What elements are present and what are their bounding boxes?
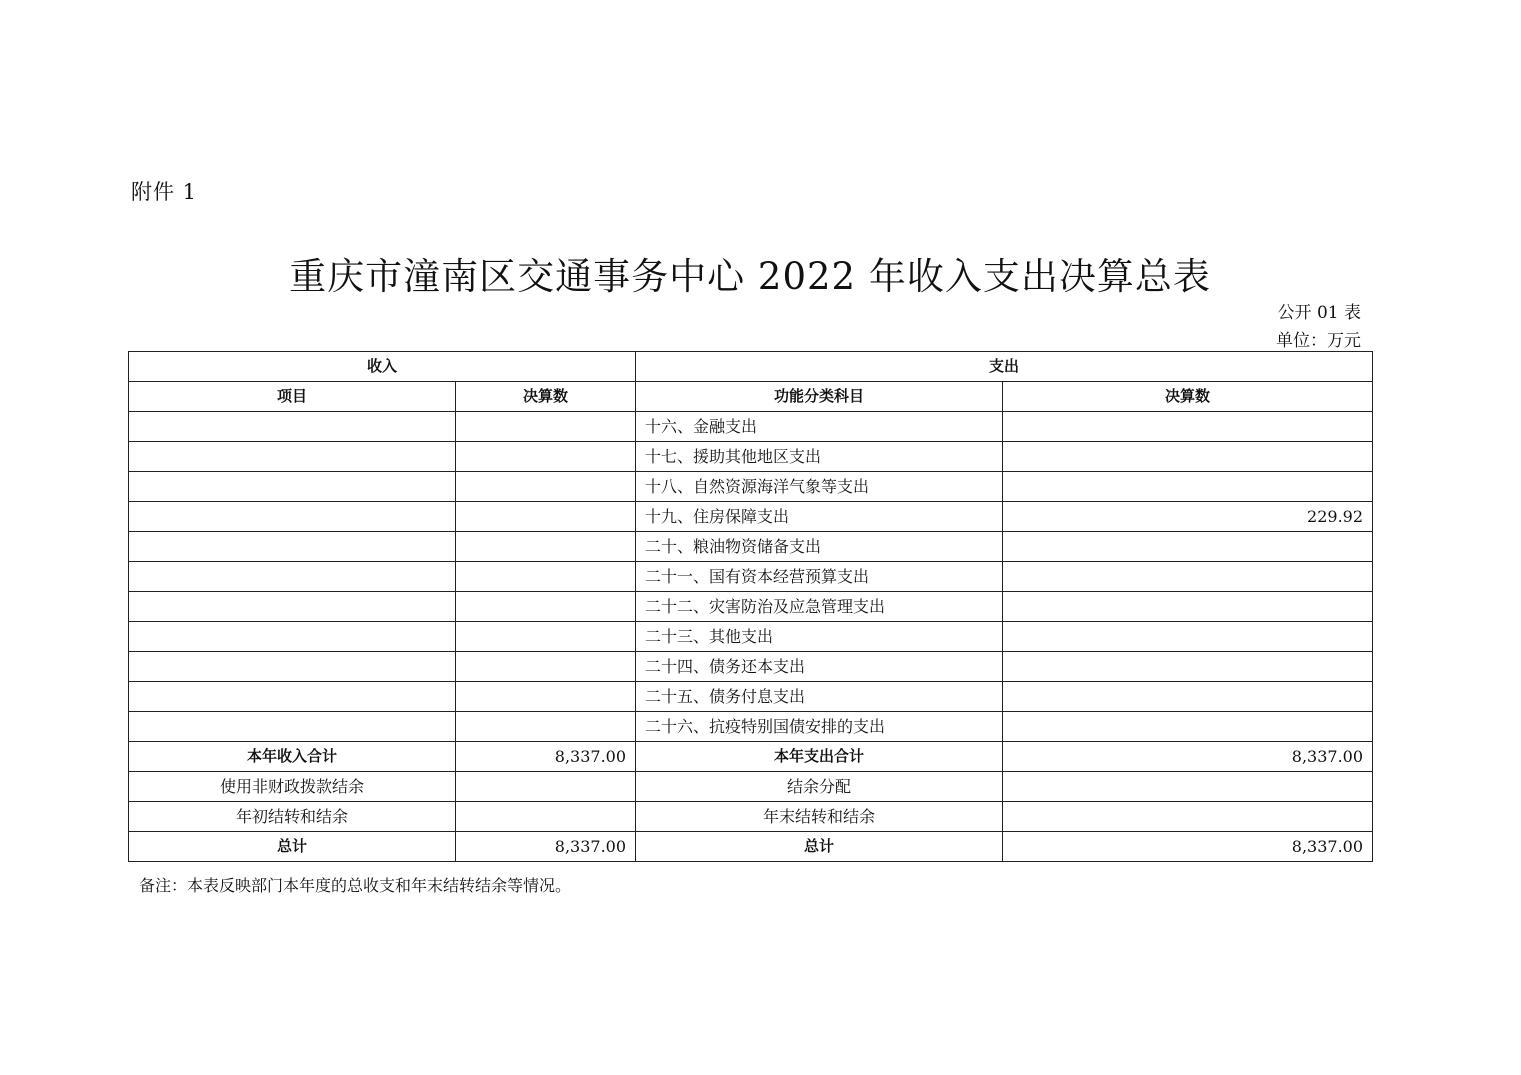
table-row: [129, 712, 1373, 742]
item-column-header: 项目: [129, 382, 456, 412]
end-balance-label: 年末结转和结余: [636, 802, 1003, 832]
attachment-label: 附件 1: [131, 180, 198, 204]
expense-amount-cell: [1003, 682, 1373, 712]
income-amount-cell: [456, 412, 636, 442]
income-item-cell: [129, 622, 456, 652]
table-row: [129, 442, 1373, 472]
expense-amount-cell: [1003, 622, 1373, 652]
surplus-allocation-label: 结余分配: [636, 772, 1003, 802]
table-code: 公开 01 表: [1277, 303, 1361, 323]
function-category-column-header: 功能分类科目: [636, 382, 1003, 412]
table-row: [129, 532, 1373, 562]
expense-amount-cell: [1003, 712, 1373, 742]
carryover-row: [129, 802, 1373, 832]
table-row: [129, 472, 1373, 502]
expense-category-cell: 二十四、债务还本支出: [636, 652, 1003, 682]
expense-amount-cell: [1003, 532, 1373, 562]
begin-balance-label: 年初结转和结余: [129, 802, 456, 832]
income-amount-cell: [456, 592, 636, 622]
non-fiscal-balance-label: 使用非财政拨款结余: [129, 772, 456, 802]
expense-total-value: 8,337.00: [1003, 742, 1373, 772]
income-item-cell: [129, 682, 456, 712]
income-item-cell: [129, 652, 456, 682]
grand-income-label: 总计: [129, 832, 456, 862]
expense-category-cell: 十九、住房保障支出: [636, 502, 1003, 532]
table-row: [129, 622, 1373, 652]
expense-amount-cell: [1003, 442, 1373, 472]
income-amount-cell: [456, 712, 636, 742]
income-amount-cell: [456, 532, 636, 562]
table-row: [129, 682, 1373, 712]
expense-category-cell: 二十二、灾害防治及应急管理支出: [636, 592, 1003, 622]
income-item-cell: [129, 502, 456, 532]
income-total-label: 本年收入合计: [129, 742, 456, 772]
expense-category-cell: 二十六、抗疫特别国债安排的支出: [636, 712, 1003, 742]
table-row: [129, 412, 1373, 442]
income-total-value: 8,337.00: [456, 742, 636, 772]
surplus-allocation-value: [1003, 772, 1373, 802]
income-amount-cell: [456, 562, 636, 592]
non-fiscal-balance-value: [456, 772, 636, 802]
grand-expense-label: 总计: [636, 832, 1003, 862]
expense-amount-cell: [1003, 472, 1373, 502]
income-total-row: [129, 742, 1373, 772]
grand-total-row: [129, 832, 1373, 862]
expense-amount-column-header: 决算数: [1003, 382, 1373, 412]
expense-amount-cell: [1003, 652, 1373, 682]
income-amount-cell: [456, 472, 636, 502]
expense-amount-cell: [1003, 412, 1373, 442]
expense-amount-cell: [1003, 592, 1373, 622]
expense-category-cell: 二十三、其他支出: [636, 622, 1003, 652]
grand-income-value: 8,337.00: [456, 832, 636, 862]
page-title: 重庆市潼南区交通事务中心 2022 年收入支出决算总表: [289, 255, 1211, 298]
column-header-row: [129, 382, 1373, 412]
expense-total-label: 本年支出合计: [636, 742, 1003, 772]
expense-category-cell: 十八、自然资源海洋气象等支出: [636, 472, 1003, 502]
expense-category-cell: 十七、援助其他地区支出: [636, 442, 1003, 472]
income-amount-cell: [456, 442, 636, 472]
expense-amount-cell: [1003, 562, 1373, 592]
income-item-cell: [129, 472, 456, 502]
grand-expense-value: 8,337.00: [1003, 832, 1373, 862]
income-amount-cell: [456, 622, 636, 652]
income-item-cell: [129, 442, 456, 472]
section-header-row: [129, 352, 1373, 382]
expense-category-cell: 二十、粮油物资储备支出: [636, 532, 1003, 562]
expense-section-header: 支出: [636, 352, 1373, 382]
end-balance-value: [1003, 802, 1373, 832]
expense-category-cell: 十六、金融支出: [636, 412, 1003, 442]
income-amount-cell: [456, 652, 636, 682]
income-item-cell: [129, 562, 456, 592]
income-amount-column-header: 决算数: [456, 382, 636, 412]
income-item-cell: [129, 592, 456, 622]
footnote: 备注：本表反映部门本年度的总收支和年末结转结余等情况。: [139, 876, 572, 895]
income-item-cell: [129, 412, 456, 442]
table-row: [129, 562, 1373, 592]
expense-category-cell: 二十一、国有资本经营预算支出: [636, 562, 1003, 592]
expense-category-cell: 二十五、债务付息支出: [636, 682, 1003, 712]
table-row: [129, 652, 1373, 682]
table-row: [129, 592, 1373, 622]
balance-row: [129, 772, 1373, 802]
income-item-cell: [129, 532, 456, 562]
income-amount-cell: [456, 682, 636, 712]
budget-table: [128, 351, 1373, 862]
table-row: [129, 502, 1373, 532]
begin-balance-value: [456, 802, 636, 832]
income-item-cell: [129, 712, 456, 742]
income-amount-cell: [456, 502, 636, 532]
income-section-header: 收入: [129, 352, 636, 382]
unit-label: 单位：万元: [1276, 331, 1361, 351]
expense-amount-cell: 229.92: [1003, 502, 1373, 532]
